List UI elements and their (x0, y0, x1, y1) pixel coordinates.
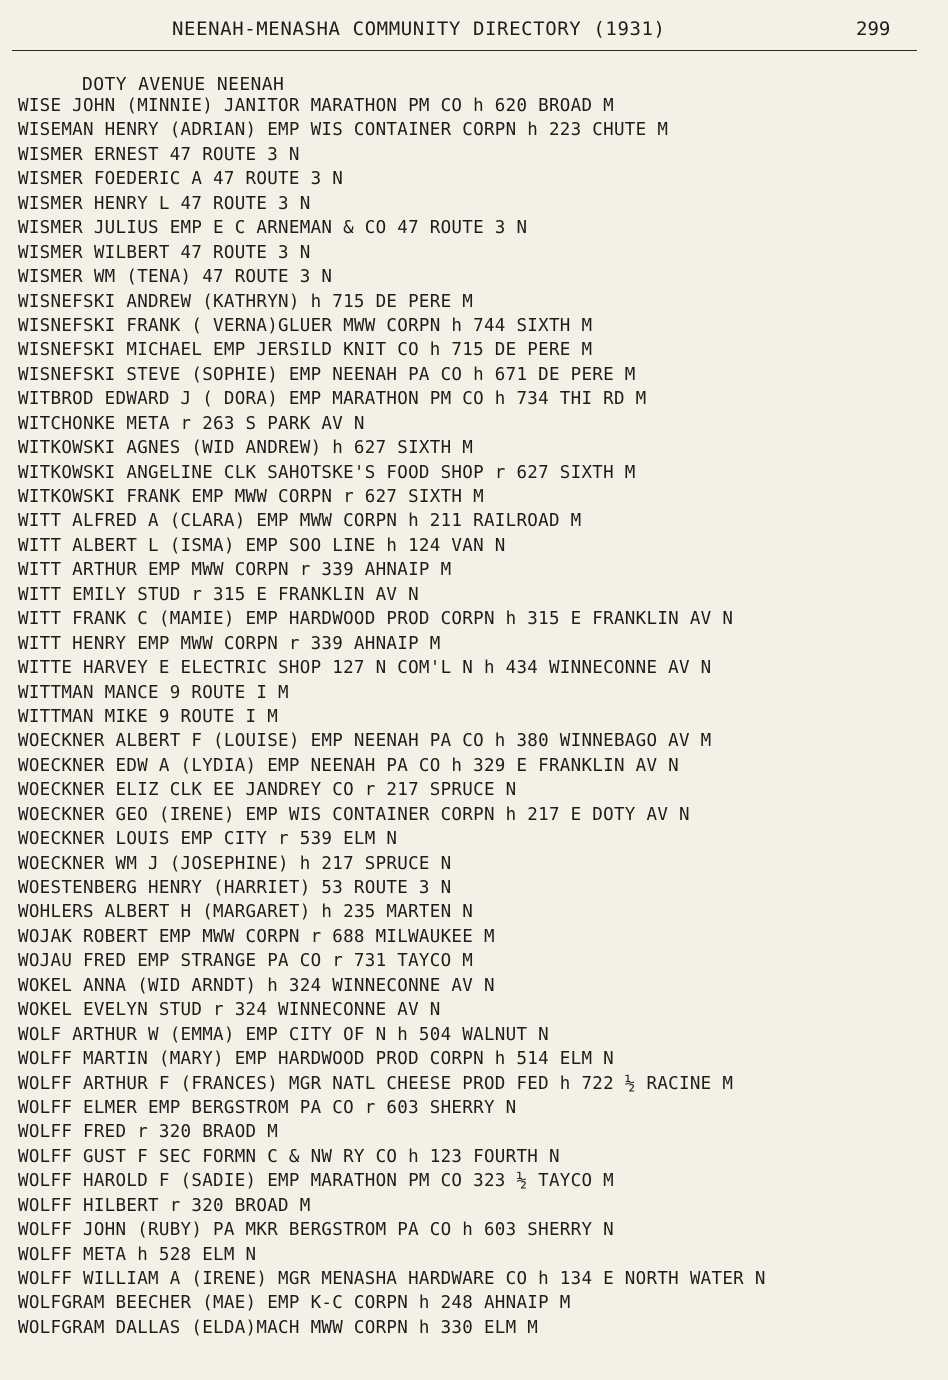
directory-entry: WISNEFSKI MICHAEL EMP JERSILD KNIT CO h 715 DE PERE M (18, 340, 593, 361)
directory-entry: WISNEFSKI FRANK ( VERNA)GLUER MWW CORPN h 744 SIXTH M (18, 315, 593, 336)
page-header (0, 12, 948, 52)
directory-entry: WOJAU FRED EMP STRANGE PA CO r 731 TAYCO M (18, 951, 474, 972)
directory-entry: WITTMAN MANCE 9 ROUTE I M (18, 682, 289, 703)
directory-entry: WOJAK ROBERT EMP MWW CORPN r 688 MILWAUKEE M (18, 926, 495, 947)
directory-entry: WITT FRANK C (MAMIE) EMP HARDWOOD PROD CORPN h 315 E FRANKLIN AV N (18, 609, 734, 630)
directory-entry: WISMER WM (TENA) 47 ROUTE 3 N (18, 267, 333, 288)
directory-entry: WOLFF ELMER EMP BERGSTROM PA CO r 603 SHERRY N (18, 1097, 517, 1118)
directory-entry: WOLFF JOHN (RUBY) PA MKR BERGSTROM PA CO h 603 SHERRY N (18, 1220, 614, 1241)
directory-entry: WOECKNER LOUIS EMP CITY r 539 ELM N (18, 829, 398, 850)
directory-entry: WISMER HENRY L 47 ROUTE 3 N (18, 193, 311, 214)
directory-entry: WOLFF META h 528 ELM N (18, 1244, 257, 1265)
directory-entry: WITT ALBERT L (ISMA) EMP SOO LINE h 124 VAN N (18, 535, 506, 556)
directory-entry: WOECKNER GEO (IRENE) EMP WIS CONTAINER CORPN h 217 E DOTY AV N (18, 804, 690, 825)
directory-entry: WOLFGRAM DALLAS (ELDA)MACH MWW CORPN h 330 ELM M (18, 1317, 539, 1338)
directory-entry: WOLFF ARTHUR F (FRANCES) MGR NATL CHEESE PROD FED h 722 ½ RACINE M (18, 1073, 734, 1094)
directory-entry: WOESTENBERG HENRY (HARRIET) 53 ROUTE 3 N (18, 878, 452, 898)
directory-entry: WOECKNER WM J (JOSEPHINE) h 217 SPRUCE N (18, 853, 452, 874)
page-number: 299 (856, 18, 891, 40)
directory-entries (18, 94, 938, 1340)
directory-entry: WISEMAN HENRY (ADRIAN) EMP WIS CONTAINER CORPN h 223 CHUTE M (18, 120, 669, 141)
directory-entry: WITKOWSKI AGNES (WID ANDREW) h 627 SIXTH M (18, 438, 474, 459)
directory-entry: WISMER ERNEST 47 ROUTE 3 N (18, 144, 300, 165)
directory-entry: WITKOWSKI ANGELINE CLK SAHOTSKE'S FOOD SHOP r 627 SIXTH M (18, 462, 636, 483)
directory-entry: WOECKNER EDW A (LYDIA) EMP NEENAH PA CO h 329 E FRANKLIN AV N (18, 755, 679, 776)
directory-entry: WOLFF HILBERT r 320 BROAD M (18, 1195, 311, 1216)
directory-entry: WITT ARTHUR EMP MWW CORPN r 339 AHNAIP M (18, 560, 452, 581)
directory-entry: WITTE HARVEY E ELECTRIC SHOP 127 N COM'L N h 434 WINNECONNE AV N (18, 658, 712, 679)
directory-entry: WOKEL ANNA (WID ARNDT) h 324 WINNECONNE AV N (18, 975, 495, 996)
directory-entry: WOLFF MARTIN (MARY) EMP HARDWOOD PROD CORPN h 514 ELM N (18, 1049, 614, 1070)
directory-entry: WISMER JULIUS EMP E C ARNEMAN & CO 47 ROUTE 3 N (18, 218, 528, 239)
directory-entry: WITBROD EDWARD J ( DORA) EMP MARATHON PM CO h 734 THI RD M (18, 389, 647, 410)
directory-entry: WOLF ARTHUR W (EMMA) EMP CITY OF N h 504 WALNUT N (18, 1024, 549, 1045)
directory-entry: WOLFF FRED r 320 BRAOD M (18, 1122, 279, 1143)
directory-entry: WOLFF GUST F SEC FORMN C & NW RY CO h 123 FOURTH N (18, 1146, 560, 1167)
directory-entry: WISNEFSKI STEVE (SOPHIE) EMP NEENAH PA CO h 671 DE PERE M (18, 364, 636, 385)
directory-entry: WISMER WILBERT 47 ROUTE 3 N (18, 242, 311, 263)
directory-entry: WOECKNER ALBERT F (LOUISE) EMP NEENAH PA CO h 380 WINNEBAGO AV M (18, 731, 712, 752)
directory-entry: WISNEFSKI ANDREW (KATHRYN) h 715 DE PERE M (18, 291, 474, 312)
section-heading: DOTY AVENUE NEENAH (82, 74, 285, 95)
header-rule (12, 50, 917, 51)
directory-entry: WITTMAN MIKE 9 ROUTE I M (18, 706, 279, 727)
directory-entry: WISMER FOEDERIC A 47 ROUTE 3 N (18, 169, 344, 190)
directory-entry: WOLFF HAROLD F (SADIE) EMP MARATHON PM CO 323 ½ TAYCO M (18, 1171, 614, 1192)
directory-entry: WITT HENRY EMP MWW CORPN r 339 AHNAIP M (18, 633, 441, 654)
directory-entry: WOHLERS ALBERT H (MARGARET) h 235 MARTEN N (18, 902, 474, 923)
directory-entry: WITKOWSKI FRANK EMP MWW CORPN r 627 SIXTH M (18, 487, 484, 507)
directory-entry: WOKEL EVELYN STUD r 324 WINNECONNE AV N (18, 1000, 441, 1021)
directory-entry: WOLFGRAM BEECHER (MAE) EMP K-C CORPN h 248 AHNAIP M (18, 1293, 571, 1314)
directory-entry: WOLFF WILLIAM A (IRENE) MGR MENASHA HARDWARE CO h 134 E NORTH WATER N (18, 1269, 766, 1289)
directory-entry: WITCHONKE META r 263 S PARK AV N (18, 413, 365, 434)
page-title: NEENAH-MENASHA COMMUNITY DIRECTORY (1931) (172, 18, 666, 40)
directory-entry: WITT EMILY STUD r 315 E FRANKLIN AV N (18, 584, 419, 605)
directory-entry: WOECKNER ELIZ CLK EE JANDREY CO r 217 SPRUCE N (18, 780, 517, 801)
directory-entry: WISE JOHN (MINNIE) JANITOR MARATHON PM CO h 620 BROAD M (18, 96, 614, 116)
directory-entry: WITT ALFRED A (CLARA) EMP MWW CORPN h 211 RAILROAD M (18, 511, 582, 532)
